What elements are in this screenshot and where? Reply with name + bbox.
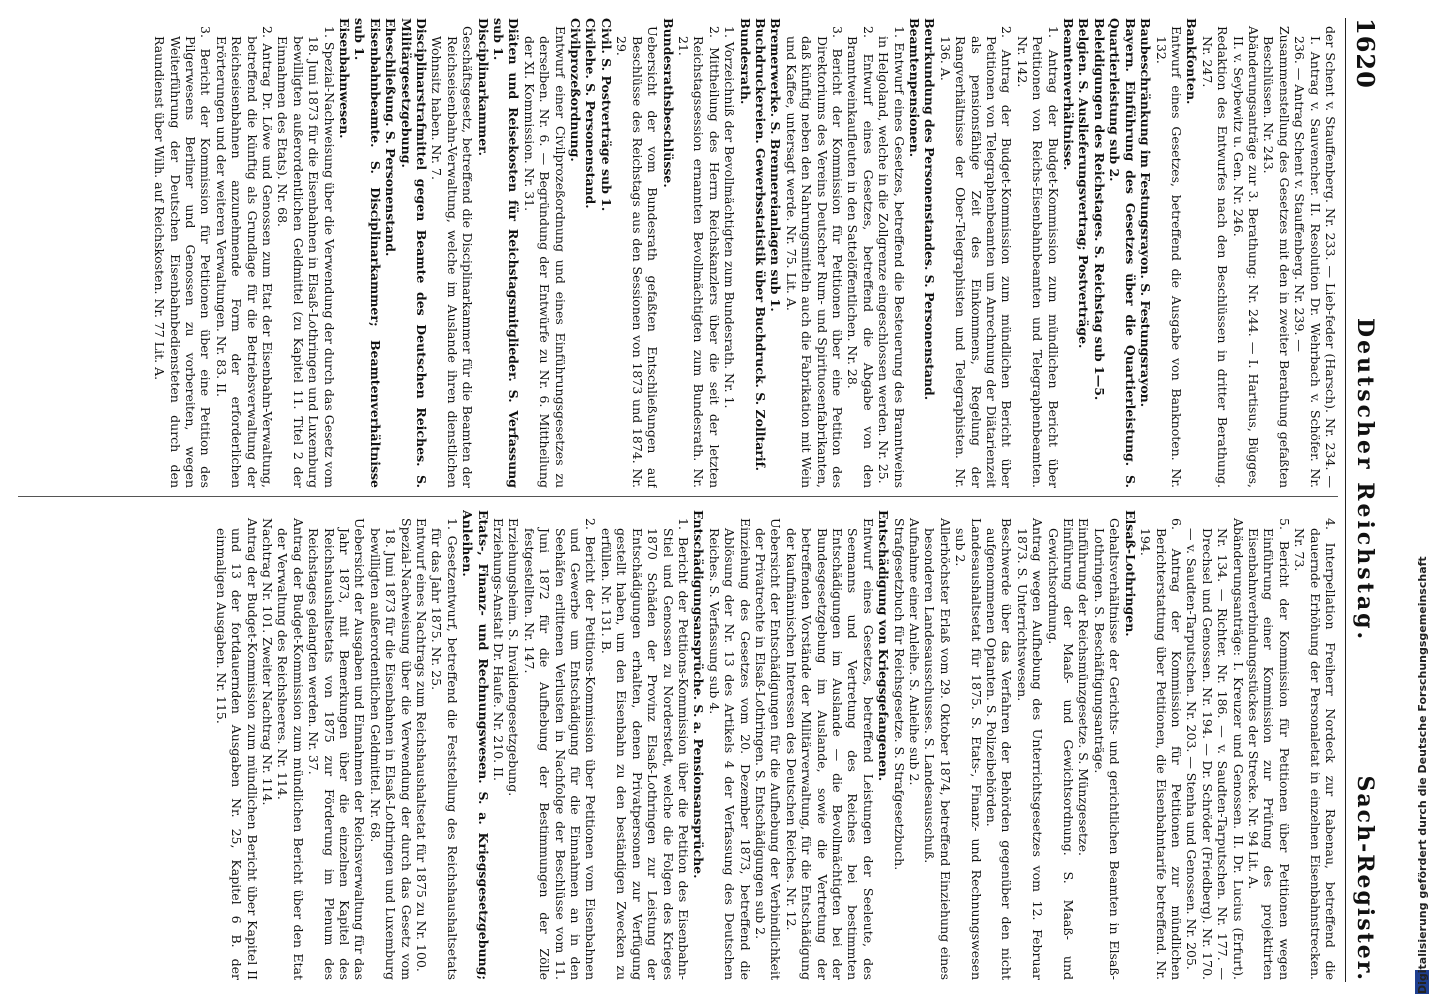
index-heading: Bankfonten. <box>1184 18 1200 105</box>
index-heading: Beamtenpensionen. <box>907 18 923 158</box>
index-entry: Erziehungs-Anstalt Dr. Haufe. Nr. 210. II. <box>491 518 507 781</box>
index-heading: Bundesrath. <box>737 18 753 105</box>
page-number: 1620 <box>1351 18 1380 89</box>
index-entry: Antrag der Budget-Kommission zum mündlichen Bericht über den Etat der Verwaltung des Reichsheeres. Nr. 114. <box>275 518 306 980</box>
index-heading: Civilehe. S. Personenstand. <box>583 18 599 209</box>
index-entry: 1. Gesetzentwurf, betreffend die Feststellung des Reichshaushaltsetats für das Jahr 1875. Nr. 25. <box>429 518 460 980</box>
index-entry: Landesaushaltsetat für 1875. S. Etats-, Finanz- und Rechnungswesen sub 2. <box>953 518 984 980</box>
index-entry: 2. Antrag Dr. Löwe und Genossen zum Etat der Eisenbahn-Verwaltung, betreffend die künftig als Grundlage für die Betriebsverwaltung der Reichseisenbahnen anzunehmende Form der erforderlichen Erörterungen und der weiteren Verwaltungen. Nr. 83. II. <box>213 26 275 488</box>
index-entry: 5. Bericht der Kommission für Petitionen über Petitionen wegen Einführung einer Kommission zur Prüfung des projektirten Eisenbahnverbindungsstückes der Strecke. Nr. 94 Lit. A. <box>1245 518 1292 980</box>
index-entry: Abänderungsanträge zur 3. Berathung: Nr. 244. — I. Hartisus, Bügges, II. v. Seybewitz u. Gen. Nr. 246. <box>1230 26 1261 488</box>
index-heading: Disciplinarkammer. <box>475 18 491 156</box>
index-entry: Strafgesetzbuch für Reichsgesetze. S. Strafgesetzbuch. <box>891 518 907 871</box>
index-heading: Civilprozeßordnung. <box>568 18 584 162</box>
index-entry: Antrag der Budget-Kommission zum mündlichen Bericht über Kapitel II und 13 der fortdauernden Ausgaben Nr. 25, Kapitel 6 B. der einmaligen Ausgaben. Nr. 115. <box>213 518 260 980</box>
index-entry: Zusammenstellung des Gesetzes mit den in zweiter Berathung gefaßten Beschlüssen. Nr. 243. <box>1261 26 1292 488</box>
index-heading: Diäten und Reisekosten für Reichstagsmitglieder. S. Verfassung sub 1. <box>491 18 522 488</box>
index-entry: Uebersicht der Entschädigungen für die Aufhebung der Verbindlichkeit der Privatrechte in Elsaß-Lothringen. S. Entschädigungen sub 2. <box>752 518 784 980</box>
index-entry: Spezial-Nachweisung über die Verwendung der durch das Gesetz vom 18. Juni 1873 für die Eisenbahnen in Elsaß-Lothringen und Luxemburg bewilligten außerordentlichen Geldmittel. Nr. 68. <box>367 518 414 980</box>
index-heading: Eisenbahnwesen. <box>337 18 352 139</box>
index-entry: 1. Vorzeichniß der Bevollmächtigten zum Bundesrath. Nr. 1. <box>722 26 738 409</box>
page-header <box>1345 18 1386 982</box>
index-entry: Geschäftsgesetz, betreffend die Disciplinarkammer für die Beamten der Reichseisenbahn-Verwaltung, welche im Auslande ihren dienstlichen Wohnsitz haben. Nr. 7. <box>429 26 476 488</box>
index-entry: Redaktion des Entwurfes nach den Beschlüssen in dritter Berathung. Nr. 247. <box>1199 26 1231 488</box>
footer-credit: Digitalisierung gefördert durch die Deutsche Forschungsgemeinschaft <box>1416 556 1429 994</box>
index-entry: Abänderungsanträge: I. Kreuzer und Genossen. II. Dr. Lucius (Erfurt). Nr. 134. — Richter. Nr. 186. — v. Saudten-Tarputschen. Nr. 177. — Drechsel und Genossen. Nr. 194. — Dr. Schröder (Friedberg). Nr. 170. — v. Saudten-Tarputschen. Nr. 203. — Stenha und Genossen. Nr. 205. <box>1184 518 1246 980</box>
column-divider <box>18 496 1338 497</box>
index-entry: Uebersicht der Ausgaben und Einnahmen der Reichsverwaltung für das Jahr 1873, mit Bemerkungen über die einzelnen Kapitel des Reichshaushaltsetats von 1875 zur Förderung im Plenum des Reichstages gelangten werden. Nr. 37. <box>306 518 368 980</box>
index-entry: Einziehung des Gesetzes vom 20. Dezember 1873, betreffend die Ablösung der Nr. 13 des Artikels 4 der Verfassung des Deutschen Reiches. S. Verfassung sub 4. <box>706 518 753 980</box>
index-heading: Civil. S. Postverträge sub 1. <box>598 18 614 212</box>
index-heading: Disciplinarstrafmittel gegen Beamte des Deutschen Reiches. S. Militärgesetzgebung. <box>398 18 430 488</box>
index-heading: Belgien. S. Auslieferungsvertrag; Postverträge. <box>1076 18 1092 349</box>
index-entry: 2. Entwurf eines Gesetzes, betreffend die Abgabe von den Branntweinkaufleuten in den Sattelöffentlichen. Nr. 28. <box>845 26 876 488</box>
index-entry: 6. Antrag der Kommission für Petitionen zur mündlichen Berichterstattung über Petitionen, die Eisenbahntarife betreffend. Nr. 194. <box>1138 518 1184 980</box>
index-heading: Beurkundung des Personenstandes. S. Personenstand. <box>922 18 938 401</box>
index-entry: Entwurf eines Gesetzes, betreffend die Ausgabe von Banknoten. Nr. 132. <box>1153 26 1184 488</box>
index-heading: Etats-, Finanz- und Rechnungswesen. S. a. Kriegsgesetzgebung; Anleihen. <box>460 510 491 980</box>
index-entry: Entwurf eines Nachtrags zum Reichshaushaltsetat für 1875 zu Nr. 100. <box>414 518 430 972</box>
page-title: Deutscher Reichstag. <box>1352 318 1378 643</box>
index-entry: Nachtrag Nr. 101. Zweiter Nachtrag Nr. 114. <box>259 518 275 806</box>
index-heading: Bayern. Einführung des Gesetzes über die Quartierleistung. S. Quartierleistung sub 2. <box>1107 18 1138 488</box>
index-entry: 2. Bericht der Petitions-Kommission über Petitionen vom Eisenbahnen und Gewerbe um Entschädigung für die Einnahmen an in den Seehäfen erlittenen Verlusten in Nachfolge der Beschlüsse vom 11. Juni 1872 für die Aufhebung der Bestimmungen der Zölle festgestellten. Nr. 147. <box>521 518 599 980</box>
right-column <box>18 510 1338 980</box>
index-entry: Gehaltsverhältnisse der Gerichts- und gerichtlichen Beamten in Elsaß-Lothringen. S. Beschäftigungsanträge. <box>1091 518 1123 980</box>
index-entry: Beschwerde über das Verfahren der Behörden gegenüber den nicht aufgenommenen Optanten. S. Polizeibehörden. <box>984 518 1015 980</box>
index-entry: Antrag wegen Aufhebung des Unterrichtsgesetzes vom 12. Februar 1873. S. Unterrichtswesen. <box>1014 518 1046 980</box>
index-heading: Baubeschränkung im Festungsrayon. S. Festungsrayon. <box>1138 18 1154 408</box>
index-entry: 3. Bericht der Kommission für Petitionen über eine Petition des Direktoriums des Vereins Deutscher Rum- und Spirituosenfabrikanten, daß künftig neben den Nahrungsmitteln auch die Fabrikation mit Wein und Kaffee, untersagt werde. Nr. 75. Lit. A. <box>783 26 845 488</box>
index-entry: 1. Entwurf eines Gesetzes, betreffend die Besteuerung des Branntweins in Helgoland, welche in die Zollgrenze eingeschlossen werden. Nr. 25. <box>876 26 907 488</box>
index-entry: 3. Bericht der Kommission für Petitionen über eine Petition des Pilgerwesens Berliner und Genossen zu vorbereiten, wegen Weiterführung der Deutschen Eisenbahnbediensteten durch den Raundienst über Wilh. auf Reichskosten. Nr. 77 Lit. A. <box>152 26 214 488</box>
left-column <box>18 18 1338 488</box>
index-entry: Aufnahme einer Anleihe. S. Anleihe sub 2. <box>907 518 923 786</box>
index-entry: der Schent v. Stauffenberg. Nr. 233. — Lieb-feder (Harsch). Nr. 234. — I. Antrag v. Sauvencher. II. Resolution Dr. Wehrbach v. Schöfer. Nr. 236. — Antrag Schent v. Stauffenberg. Nr. 239. — <box>1292 26 1338 488</box>
index-entry: 2. Antrag der Budget-Kommission zum mündlichen Bericht über Petitionen von Telegraphenbeamten um Anrechnung der Diätarienzeit als pensionsfähige Zeit des Einkommens, Regelung der Rangverhältnisse der Ober-Telegraphisten und Telegraphisten. Nr. 136. A. <box>937 26 1015 488</box>
index-heading: Eisenbahnbeamte. S. Disciplinarkammer; Beamtenverhältnisse sub 1. <box>352 18 383 488</box>
index-entry: 4. Interpellation Freiherr Nordeck zur Rabenau, betreffend die dauernde Erhöhung der Personaletat in einzelnen Eisenbahnstrecken. Nr. 73. <box>1292 518 1338 980</box>
index-entry: 1. Spezial-Nachweisung über die Verwendung der durch das Gesetz vom 18. Juni 1873 für die Eisenbahnen in Elsaß-Lothringen und Luxemburg bewilligten außerordentlichen Geldmittel (zu Kapitel 11. Titel 2 der Einnahmen des Etats). Nr. 68. <box>275 26 337 488</box>
index-entry: Einführung der Reichsmünzgesetze. S. Münzgesetze. <box>1076 518 1092 857</box>
index-entry: 1. Bericht der Petitions-Kommission über die Petition des Eisenbahn-Stiel und Genossen zu Norderstedt, welche die Folgen des Krieges 1870 Schäden der Provinz Elsaß-Lothringen zur Leistung der Entschädigungen erhalten, denen Privatpersonen zur Verfügung gestellt haben, um den Eisenbahn zu den beständigen Zwecken zu erfüllen. Nr. 131. B. <box>598 518 691 980</box>
index-heading: Entschädigung von Kriegsgefangenen. <box>876 510 892 782</box>
index-entry: Allerhöchster Erlaß vom 29. Oktober 1874, betreffend Einziehung eines besonderen Landesausschusses. S. Landesausschuß. <box>922 518 953 980</box>
index-entry: 1. Antrag der Budget-Kommission zum mündlichen Bericht über Petitionen von Reichs-Eisenbahnbeamten und Telegraphenbeamten. Nr. 142. <box>1014 26 1061 488</box>
index-entry: Einführung der Maaß- und Gewichtsordnung. S. Maaß- und Gewichtsordnung. <box>1045 518 1077 980</box>
index-entry: 2. Mittheilung des Herrn Reichskanzlers über die seit der letzten Reichstagssession ernannten Bevollmächtigten zum Bundesrath. Nr. 21. <box>675 26 722 488</box>
index-heading: Beamtenverhältnisse. <box>1061 18 1077 171</box>
page-subtitle: Sach-Register. <box>1352 775 1378 982</box>
index-heading: Elsaß-Lothringen. <box>1122 510 1138 637</box>
index-heading: Bremerwerke. S. Brennereianlagen sub 1. <box>768 18 784 312</box>
index-heading: Eheschließung. S. Personenstand. <box>383 18 399 257</box>
footer <box>1412 0 1432 1000</box>
index-heading: Beleidigungen des Reichstages. S. Reichstag sub 1—5. <box>1091 18 1107 401</box>
index-heading: Buchdruckereien. Gewerbsstatistik über Buchdruck. S. Zolltarif. <box>752 18 768 471</box>
index-entry: Entwurf eines Gesetzes, betreffend Leistungen der Seeleute, des Seemanns und Vertretung des Reiches bei bestimmten Entschädigungen im Auslande — die Bevollmächtigten bei der Bundesgesetzgebung im Auslande, sowie die Vertretung der betreffenden Vorstände der Militärverwaltung, für die Entschädigung der kaufmännischen Interessen des Deutschen Reiches. Nr. 12. <box>783 518 876 980</box>
index-entry: Erziehungsheim. S. Invalidengesetzgebung. <box>506 518 522 797</box>
index-heading: Entschädigungsansprüche. S. a. Pensionsansprüche. <box>691 510 707 879</box>
index-heading: Bundesrathsbeschlüsse. <box>660 18 676 188</box>
index-entry: Entwurf einer Civilprozeßordnung und eines Einführungsgesetzes zu derselben. Nr. 6. — Begründung der Entwürfe zu Nr. 6. Mittheilung der XI. Kommission. Nr. 31. <box>521 26 568 488</box>
index-entry: Uebersicht der vom Bundesrath gefaßten Entschließungen auf Beschlüsse des Reichstags aus den Sessionen von 1873 und 1874. Nr. 29. <box>614 26 661 488</box>
